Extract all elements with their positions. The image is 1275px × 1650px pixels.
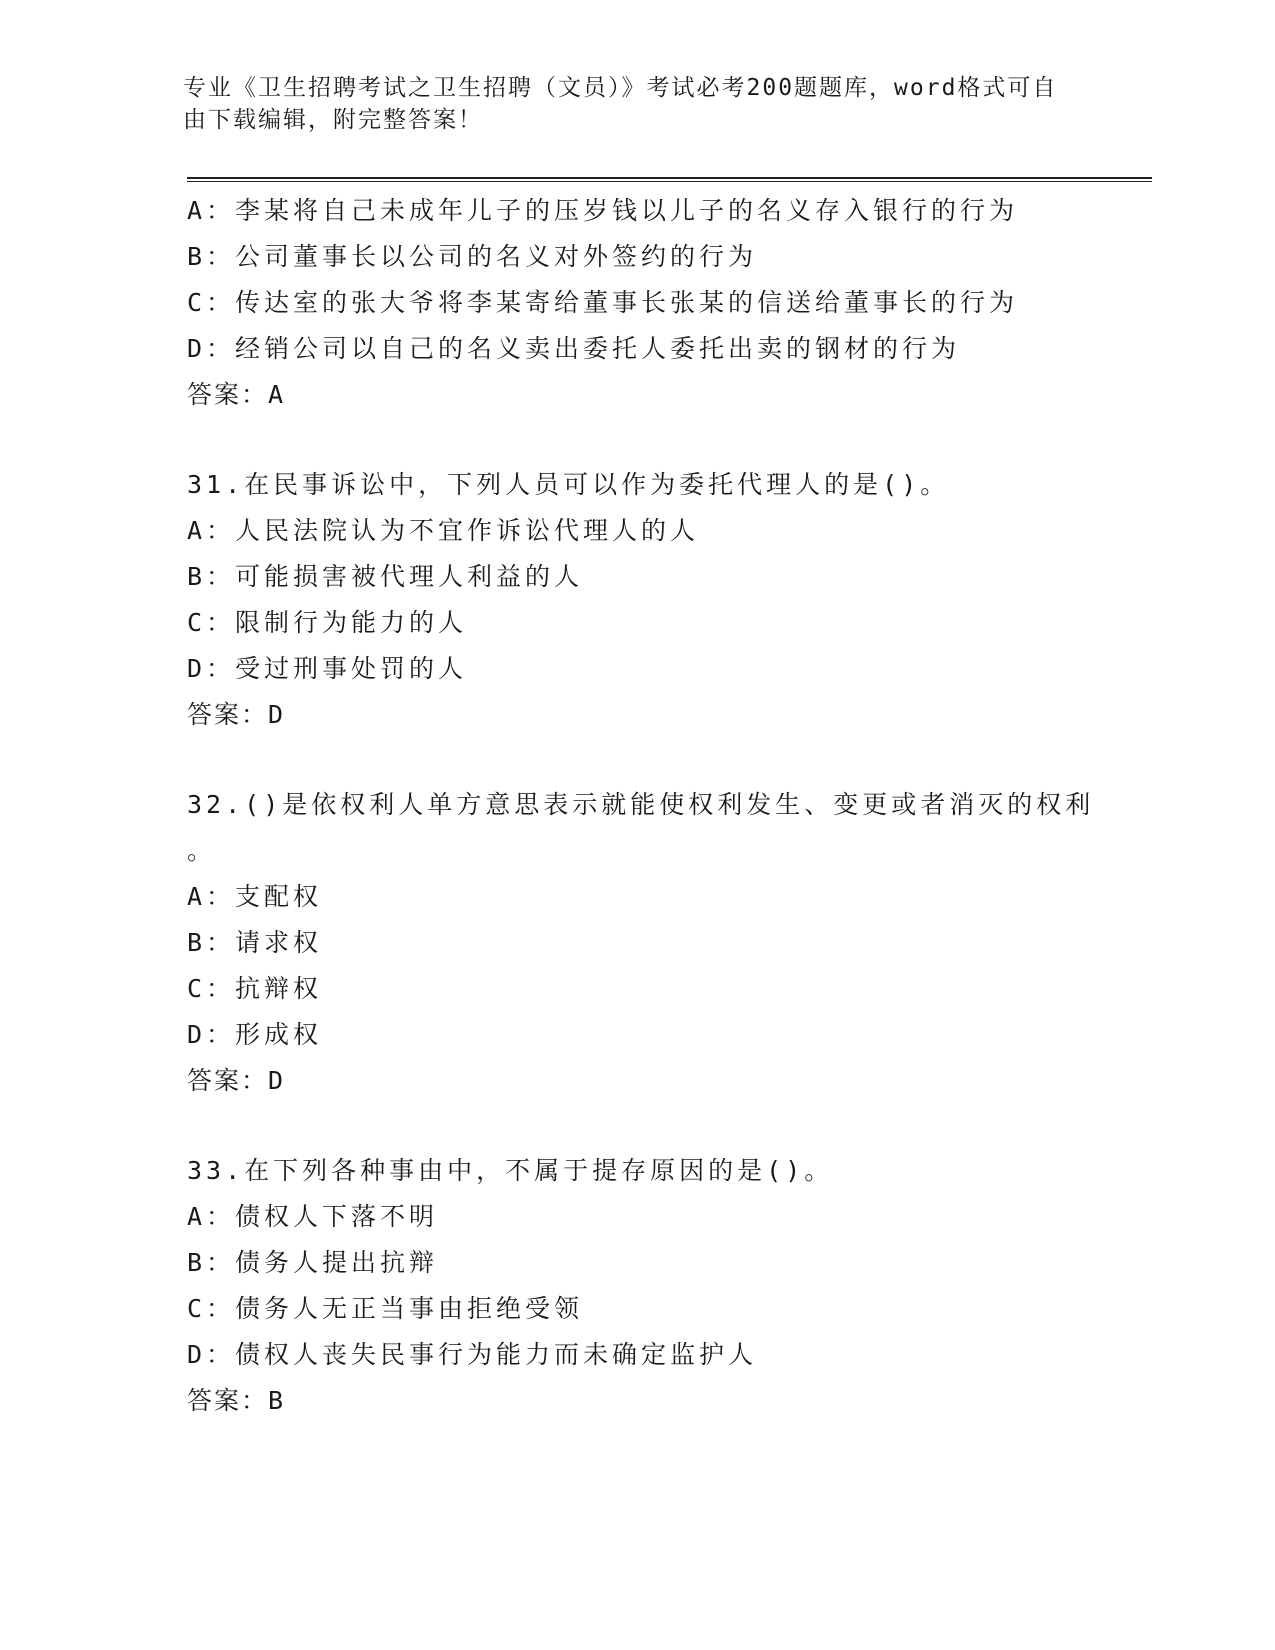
- answer-value: B: [268, 1386, 286, 1415]
- answer-value: D: [268, 1066, 286, 1095]
- option-a: A：人民法院认为不宜作诉讼代理人的人: [187, 516, 700, 545]
- document-header: [183, 72, 1083, 136]
- option-d: D：经销公司以自己的名义卖出委托人委托出卖的钢材的行为: [187, 334, 961, 363]
- option-a: A：债权人下落不明: [187, 1202, 439, 1231]
- option-d: D：受过刑事处罚的人: [187, 654, 468, 683]
- answer-line: [187, 372, 1107, 418]
- answer-label: 答案：: [187, 1386, 269, 1415]
- answer-value: D: [268, 700, 286, 729]
- question-list: [187, 188, 1107, 1468]
- answer-label: 答案：: [187, 380, 269, 409]
- header-intro-line-1: 专业《卫生招聘考试之卫生招聘（文员）》考试必考200题题库，word格式可自: [183, 75, 1058, 101]
- header-divider-thin: [187, 181, 1152, 182]
- option-d: D：债权人丧失民事行为能力而未确定监护人: [187, 1340, 758, 1369]
- answer-line: [187, 1058, 1107, 1104]
- option-c: C：抗辩权: [187, 974, 323, 1003]
- option-b: B：请求权: [187, 928, 323, 957]
- option-d: D：形成权: [187, 1020, 323, 1049]
- question-stem-line-2: 。: [187, 836, 217, 865]
- question-block-continued: [187, 188, 1107, 418]
- question-stem: 31.在民事诉讼中，下列人员可以作为委托代理人的是()。: [187, 470, 950, 499]
- answer-label: 答案：: [187, 700, 269, 729]
- option-b: B：公司董事长以公司的名义对外签约的行为: [187, 242, 758, 271]
- header-intro-line-2: 由下载编辑，附完整答案！: [183, 107, 483, 133]
- answer-line: [187, 692, 1107, 738]
- question-block-31: [187, 462, 1107, 738]
- question-block-32: [187, 782, 1107, 1104]
- question-stem: 33.在下列各种事由中，不属于提存原因的是()。: [187, 1156, 834, 1185]
- question-stem-line-1: 32.()是依权利人单方意思表示就能使权利发生、变更或者消灭的权利: [187, 790, 1095, 819]
- question-block-33: [187, 1148, 1107, 1424]
- answer-value: A: [268, 380, 286, 409]
- option-a: A：李某将自己未成年儿子的压岁钱以儿子的名义存入银行的行为: [187, 196, 1019, 225]
- answer-label: 答案：: [187, 1066, 269, 1095]
- option-a: A：支配权: [187, 882, 323, 911]
- option-b: B：债务人提出抗辩: [187, 1248, 439, 1277]
- answer-line: [187, 1378, 1107, 1424]
- option-b: B：可能损害被代理人利益的人: [187, 562, 584, 591]
- option-c: C：限制行为能力的人: [187, 608, 468, 637]
- option-c: C：债务人无正当事由拒绝受领: [187, 1294, 584, 1323]
- option-c: C：传达室的张大爷将李某寄给董事长张某的信送给董事长的行为: [187, 288, 1019, 317]
- header-divider-thick: [187, 177, 1152, 179]
